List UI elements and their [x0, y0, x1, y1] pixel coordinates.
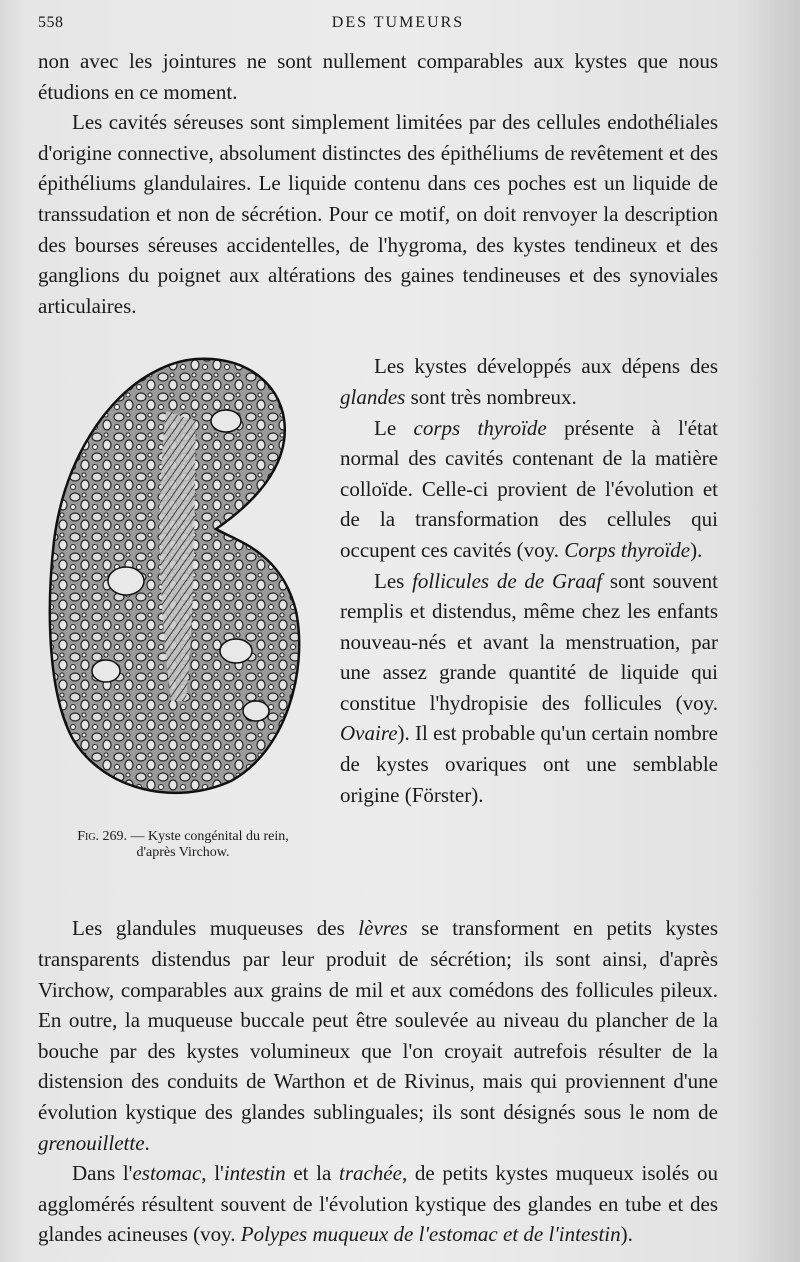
figure-caption — [38, 829, 328, 861]
p7-emphasis-2: intestin — [223, 1161, 286, 1186]
p6-emphasis-2: grenouillette — [38, 1130, 145, 1155]
p7-text-e: ). — [620, 1222, 633, 1247]
p5-emphasis-1: follicules de de Graaf — [412, 568, 603, 593]
paragraph-1: non avec les jointures ne sont nullement comparables aux kystes que nous étudions en ce moment. — [38, 49, 718, 104]
paragraph-2: Les cavités séreuses sont simplement limitées par des cellules endothéliales d'origine connective, absolument distinctes des épithéliums de revêtement et des épithéliums glandulaires. Le liquide contenu dans ces poches est un liquide de transsudation et non de sécrétion. Pour ce motif, on doit renvoyer la description des bourses séreuses accidentelles, de l'hygroma, des kystes tendineux et des ganglions du poignet aux altérations des gaines tendineuses et des synoviales articulaires. — [38, 110, 718, 318]
p6-text-c: . — [144, 1130, 150, 1155]
p3-text-b: sont très nombreux. — [405, 384, 577, 409]
p7-emphasis-4: Polypes muqueux de l'estomac et de l'intestin — [240, 1222, 621, 1247]
paragraph-7 — [38, 1158, 718, 1250]
p4-text-c: ). — [690, 537, 703, 562]
figure-label: Fig. 269. — [77, 829, 128, 845]
p4-text-a: Le — [374, 415, 414, 440]
text-body — [38, 46, 718, 1250]
p3-emphasis: glandes — [340, 384, 406, 409]
p3-text-a: Les kystes développés aux dépens des — [374, 354, 718, 379]
p7-emphasis-3: trachée — [338, 1161, 402, 1186]
caption-line-1: — Kyste congénital du rein, — [127, 829, 289, 845]
p6-emphasis-1: lèvres — [358, 916, 408, 941]
p5-emphasis-2: Ovaire — [340, 721, 398, 746]
p6-text-b: se transforment en petits kystes transparents distendus par leur produit de sécrétion; ils sont ainsi, d'après Virchow, comparables aux grains de mil et aux comédons des follicules pileux. En outre, la muqueuse buccale peut être soulevée au niveau du plancher de la bouche par des kystes volumineux que l'on croyait autrefois résulter de la distension des conduits de Warthon et de Rivinus, mais qui proviennent d'une évolution kystique des glandes sublinguales; ils sont désignés sous le nom de — [38, 916, 718, 1124]
figure-269 — [38, 321, 328, 913]
p6-text-a: Les glandules muqueuses des — [72, 916, 359, 941]
p7-text-b: , l' — [201, 1161, 224, 1186]
p5-text-c: ). Il est probable qu'un certain nombre de kystes ovariques ont une semblable origine (Förster). — [340, 721, 718, 807]
page-header — [38, 14, 758, 36]
p7-emphasis-1: estomac — [132, 1161, 202, 1186]
p4-text-b: présente à l'état normal des cavités contenant de la matière colloïde. Celle-ci provient de l'évolution et de la transformation des cellules qui occupent ces cavités (voy. — [340, 415, 718, 562]
page-number: 558 — [38, 14, 64, 31]
paragraph-6 — [38, 913, 718, 1158]
p5-text-a: Les — [374, 568, 413, 593]
p7-text-c: et la — [285, 1161, 339, 1186]
p7-text-a: Dans l' — [72, 1161, 133, 1186]
p4-emphasis-1: corps thyroïde — [413, 415, 547, 440]
p4-emphasis-2: Corps thyroïde — [564, 537, 691, 562]
running-title: DES TUMEURS — [331, 14, 465, 31]
kidney-cyst-illustration — [46, 351, 316, 811]
caption-line-2: d'après Virchow. — [136, 845, 230, 861]
p5-text-b: sont souvent remplis et distendus, même chez les enfants nouveau-nés et avant la menstruation, par une assez grande quantité de liquide qui constitue l'hydropisie des follicules (voy. — [340, 568, 718, 715]
p7-text-d: , de petits kystes muqueux isolés ou agglomérés résultent souvent de l'évolution kystique des glandes en tube et des glandes acineuses (voy. — [38, 1161, 719, 1247]
